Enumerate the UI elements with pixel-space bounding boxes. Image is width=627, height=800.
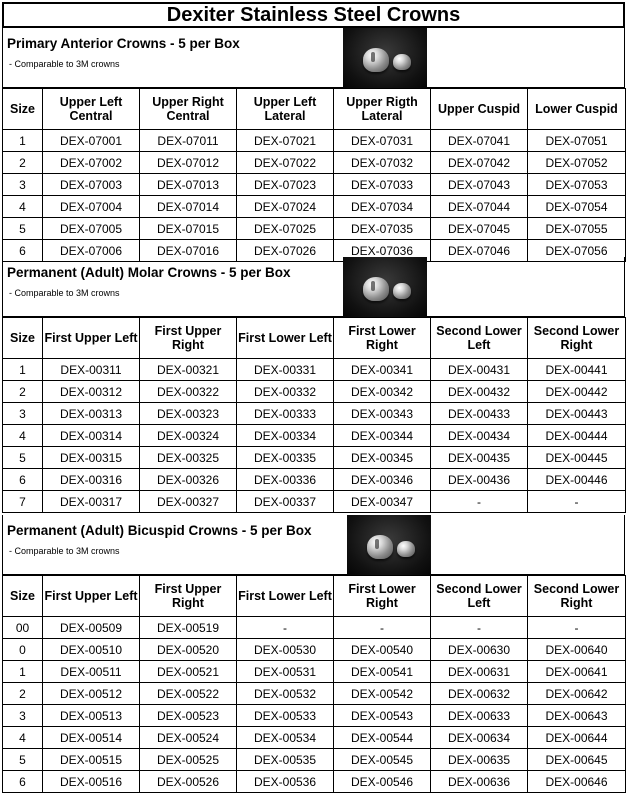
crown-table: [2, 88, 626, 262]
part-number-cell: DEX-00323: [140, 403, 237, 425]
part-number-cell: DEX-00534: [237, 727, 334, 749]
column-header: First Lower Right: [334, 576, 431, 617]
size-cell: 3: [3, 403, 43, 425]
part-number-cell: DEX-00322: [140, 381, 237, 403]
part-number-cell: DEX-00344: [334, 425, 431, 447]
part-number-cell: DEX-00533: [237, 705, 334, 727]
column-header: Upper Cuspid: [431, 89, 528, 130]
table-row: [3, 425, 626, 447]
part-number-cell: -: [528, 617, 626, 639]
part-number-cell: -: [431, 617, 528, 639]
part-number-cell: DEX-00640: [528, 639, 626, 661]
part-number-cell: DEX-00325: [140, 447, 237, 469]
part-number-cell: DEX-00510: [43, 639, 140, 661]
part-number-cell: DEX-07051: [528, 130, 626, 152]
part-number-cell: DEX-07003: [43, 174, 140, 196]
part-number-cell: DEX-00544: [334, 727, 431, 749]
part-number-cell: DEX-00536: [237, 771, 334, 793]
column-header: Second Lower Right: [528, 318, 626, 359]
part-number-cell: DEX-07022: [237, 152, 334, 174]
column-header: Upper Rigth Lateral: [334, 89, 431, 130]
table-row: [3, 705, 626, 727]
section-header: [2, 515, 625, 575]
part-number-cell: DEX-00545: [334, 749, 431, 771]
part-number-cell: DEX-00433: [431, 403, 528, 425]
part-number-cell: DEX-00324: [140, 425, 237, 447]
part-number-cell: DEX-00335: [237, 447, 334, 469]
part-number-cell: DEX-07016: [140, 240, 237, 262]
part-number-cell: DEX-07036: [334, 240, 431, 262]
part-number-cell: -: [237, 617, 334, 639]
column-header: Size: [3, 576, 43, 617]
part-number-cell: DEX-00513: [43, 705, 140, 727]
part-number-cell: DEX-00514: [43, 727, 140, 749]
size-cell: 6: [3, 469, 43, 491]
part-number-cell: DEX-00333: [237, 403, 334, 425]
table-row: [3, 617, 626, 639]
part-number-cell: DEX-00347: [334, 491, 431, 513]
section-1: [2, 28, 625, 262]
column-header: First Lower Right: [334, 318, 431, 359]
crown-photo: [343, 28, 427, 88]
table-row: [3, 381, 626, 403]
part-number-cell: DEX-00313: [43, 403, 140, 425]
size-cell: 3: [3, 174, 43, 196]
column-header: Size: [3, 318, 43, 359]
part-number-cell: DEX-00540: [334, 639, 431, 661]
table-header-row: [3, 576, 626, 617]
size-cell: 6: [3, 240, 43, 262]
size-cell: 4: [3, 196, 43, 218]
size-cell: 1: [3, 661, 43, 683]
part-number-cell: DEX-00520: [140, 639, 237, 661]
part-number-cell: DEX-00646: [528, 771, 626, 793]
part-number-cell: DEX-07011: [140, 130, 237, 152]
part-number-cell: DEX-00334: [237, 425, 334, 447]
part-number-cell: DEX-00642: [528, 683, 626, 705]
part-number-cell: DEX-00446: [528, 469, 626, 491]
table-header-row: [3, 318, 626, 359]
part-number-cell: DEX-00326: [140, 469, 237, 491]
part-number-cell: DEX-07041: [431, 130, 528, 152]
table-row: [3, 749, 626, 771]
section-note: - Comparable to 3M crowns: [9, 288, 120, 298]
section-header: [2, 257, 625, 317]
part-number-cell: DEX-07026: [237, 240, 334, 262]
part-number-cell: DEX-00645: [528, 749, 626, 771]
table-row: [3, 491, 626, 513]
part-number-cell: DEX-00636: [431, 771, 528, 793]
column-header: First Upper Right: [140, 318, 237, 359]
part-number-cell: DEX-00519: [140, 617, 237, 639]
part-number-cell: DEX-00532: [237, 683, 334, 705]
part-number-cell: DEX-07043: [431, 174, 528, 196]
size-cell: 2: [3, 683, 43, 705]
part-number-cell: DEX-00445: [528, 447, 626, 469]
size-cell: 1: [3, 359, 43, 381]
part-number-cell: DEX-00643: [528, 705, 626, 727]
part-number-cell: DEX-00523: [140, 705, 237, 727]
part-number-cell: DEX-00530: [237, 639, 334, 661]
part-number-cell: DEX-07002: [43, 152, 140, 174]
part-number-cell: DEX-07014: [140, 196, 237, 218]
part-number-cell: DEX-00511: [43, 661, 140, 683]
part-number-cell: DEX-00431: [431, 359, 528, 381]
part-number-cell: -: [528, 491, 626, 513]
part-number-cell: DEX-07005: [43, 218, 140, 240]
part-number-cell: DEX-00631: [431, 661, 528, 683]
part-number-cell: DEX-07015: [140, 218, 237, 240]
part-number-cell: DEX-07035: [334, 218, 431, 240]
large-crown-icon: [367, 535, 393, 559]
part-number-cell: DEX-00632: [431, 683, 528, 705]
part-number-cell: DEX-00525: [140, 749, 237, 771]
table-row: [3, 174, 626, 196]
part-number-cell: DEX-00521: [140, 661, 237, 683]
size-cell: 3: [3, 705, 43, 727]
part-number-cell: DEX-07004: [43, 196, 140, 218]
part-number-cell: DEX-07034: [334, 196, 431, 218]
part-number-cell: DEX-00312: [43, 381, 140, 403]
part-number-cell: DEX-00535: [237, 749, 334, 771]
part-number-cell: DEX-00531: [237, 661, 334, 683]
column-header: Second Lower Right: [528, 576, 626, 617]
part-number-cell: DEX-00432: [431, 381, 528, 403]
part-number-cell: DEX-07024: [237, 196, 334, 218]
part-number-cell: DEX-00317: [43, 491, 140, 513]
column-header: Second Lower Left: [431, 576, 528, 617]
table-row: [3, 727, 626, 749]
part-number-cell: DEX-00516: [43, 771, 140, 793]
part-number-cell: DEX-00512: [43, 683, 140, 705]
part-number-cell: DEX-00345: [334, 447, 431, 469]
part-number-cell: DEX-00321: [140, 359, 237, 381]
size-cell: 5: [3, 447, 43, 469]
part-number-cell: DEX-07055: [528, 218, 626, 240]
part-number-cell: DEX-00346: [334, 469, 431, 491]
table-row: [3, 683, 626, 705]
size-cell: 2: [3, 381, 43, 403]
large-crown-icon: [363, 48, 389, 72]
table-row: [3, 152, 626, 174]
part-number-cell: DEX-00442: [528, 381, 626, 403]
column-header: Lower Cuspid: [528, 89, 626, 130]
column-header: First Upper Left: [43, 576, 140, 617]
table-row: [3, 403, 626, 425]
part-number-cell: -: [431, 491, 528, 513]
part-number-cell: DEX-00342: [334, 381, 431, 403]
part-number-cell: DEX-00630: [431, 639, 528, 661]
size-cell: 5: [3, 749, 43, 771]
small-crown-icon: [393, 54, 411, 70]
column-header: Upper Left Lateral: [237, 89, 334, 130]
part-number-cell: DEX-07006: [43, 240, 140, 262]
section-2: [2, 257, 625, 513]
part-number-cell: DEX-00546: [334, 771, 431, 793]
part-number-cell: DEX-00331: [237, 359, 334, 381]
part-number-cell: DEX-00341: [334, 359, 431, 381]
size-cell: 5: [3, 218, 43, 240]
part-number-cell: DEX-07012: [140, 152, 237, 174]
part-number-cell: DEX-00522: [140, 683, 237, 705]
column-header: Upper Right Central: [140, 89, 237, 130]
part-number-cell: DEX-07053: [528, 174, 626, 196]
part-number-cell: DEX-07044: [431, 196, 528, 218]
part-number-cell: DEX-00524: [140, 727, 237, 749]
part-number-cell: DEX-00633: [431, 705, 528, 727]
part-number-cell: DEX-07046: [431, 240, 528, 262]
section-3: [2, 515, 625, 793]
table-row: [3, 196, 626, 218]
part-number-cell: DEX-07031: [334, 130, 431, 152]
column-header: Second Lower Left: [431, 318, 528, 359]
part-number-cell: DEX-00635: [431, 749, 528, 771]
part-number-cell: DEX-07054: [528, 196, 626, 218]
part-number-cell: DEX-07023: [237, 174, 334, 196]
part-number-cell: DEX-07032: [334, 152, 431, 174]
table-row: [3, 639, 626, 661]
small-crown-icon: [393, 283, 411, 299]
table-row: [3, 661, 626, 683]
section-note: - Comparable to 3M crowns: [9, 546, 120, 556]
part-number-cell: DEX-00343: [334, 403, 431, 425]
table-row: [3, 771, 626, 793]
crown-photo: [347, 515, 431, 575]
large-crown-icon: [363, 277, 389, 301]
column-header: First Upper Left: [43, 318, 140, 359]
part-number-cell: -: [334, 617, 431, 639]
part-number-cell: DEX-00336: [237, 469, 334, 491]
part-number-cell: DEX-07013: [140, 174, 237, 196]
column-header: Size: [3, 89, 43, 130]
table-row: [3, 359, 626, 381]
part-number-cell: DEX-00316: [43, 469, 140, 491]
part-number-cell: DEX-00644: [528, 727, 626, 749]
part-number-cell: DEX-00526: [140, 771, 237, 793]
part-number-cell: DEX-00332: [237, 381, 334, 403]
part-number-cell: DEX-00444: [528, 425, 626, 447]
part-number-cell: DEX-00311: [43, 359, 140, 381]
part-number-cell: DEX-00327: [140, 491, 237, 513]
part-number-cell: DEX-07045: [431, 218, 528, 240]
part-number-cell: DEX-07001: [43, 130, 140, 152]
size-cell: 7: [3, 491, 43, 513]
column-header: First Upper Right: [140, 576, 237, 617]
part-number-cell: DEX-00435: [431, 447, 528, 469]
table-row: [3, 469, 626, 491]
part-number-cell: DEX-00314: [43, 425, 140, 447]
table-row: [3, 447, 626, 469]
part-number-cell: DEX-00543: [334, 705, 431, 727]
size-cell: 1: [3, 130, 43, 152]
part-number-cell: DEX-00315: [43, 447, 140, 469]
part-number-cell: DEX-00541: [334, 661, 431, 683]
table-row: [3, 130, 626, 152]
part-number-cell: DEX-07025: [237, 218, 334, 240]
part-number-cell: DEX-00337: [237, 491, 334, 513]
section-note: - Comparable to 3M crowns: [9, 59, 120, 69]
section-title: Permanent (Adult) Bicuspid Crowns - 5 per Box: [7, 523, 312, 538]
table-header-row: [3, 89, 626, 130]
part-number-cell: DEX-00542: [334, 683, 431, 705]
section-title: Permanent (Adult) Molar Crowns - 5 per Box: [7, 265, 291, 280]
crown-table: [2, 575, 626, 793]
part-number-cell: DEX-07042: [431, 152, 528, 174]
size-cell: 4: [3, 425, 43, 447]
column-header: First Lower Left: [237, 576, 334, 617]
size-cell: 00: [3, 617, 43, 639]
section-header: [2, 28, 625, 88]
crown-photo: [343, 257, 427, 317]
part-number-cell: DEX-07033: [334, 174, 431, 196]
part-number-cell: DEX-07052: [528, 152, 626, 174]
page-title: Dexiter Stainless Steel Crowns: [2, 2, 625, 28]
part-number-cell: DEX-00441: [528, 359, 626, 381]
column-header: First Lower Left: [237, 318, 334, 359]
part-number-cell: DEX-07056: [528, 240, 626, 262]
size-cell: 0: [3, 639, 43, 661]
part-number-cell: DEX-00509: [43, 617, 140, 639]
part-number-cell: DEX-00515: [43, 749, 140, 771]
small-crown-icon: [397, 541, 415, 557]
part-number-cell: DEX-07021: [237, 130, 334, 152]
table-row: [3, 218, 626, 240]
part-number-cell: DEX-00443: [528, 403, 626, 425]
crown-table: [2, 317, 626, 513]
size-cell: 2: [3, 152, 43, 174]
size-cell: 6: [3, 771, 43, 793]
part-number-cell: DEX-00634: [431, 727, 528, 749]
section-title: Primary Anterior Crowns - 5 per Box: [7, 36, 240, 51]
size-cell: 4: [3, 727, 43, 749]
part-number-cell: DEX-00436: [431, 469, 528, 491]
part-number-cell: DEX-00434: [431, 425, 528, 447]
column-header: Upper Left Central: [43, 89, 140, 130]
part-number-cell: DEX-00641: [528, 661, 626, 683]
